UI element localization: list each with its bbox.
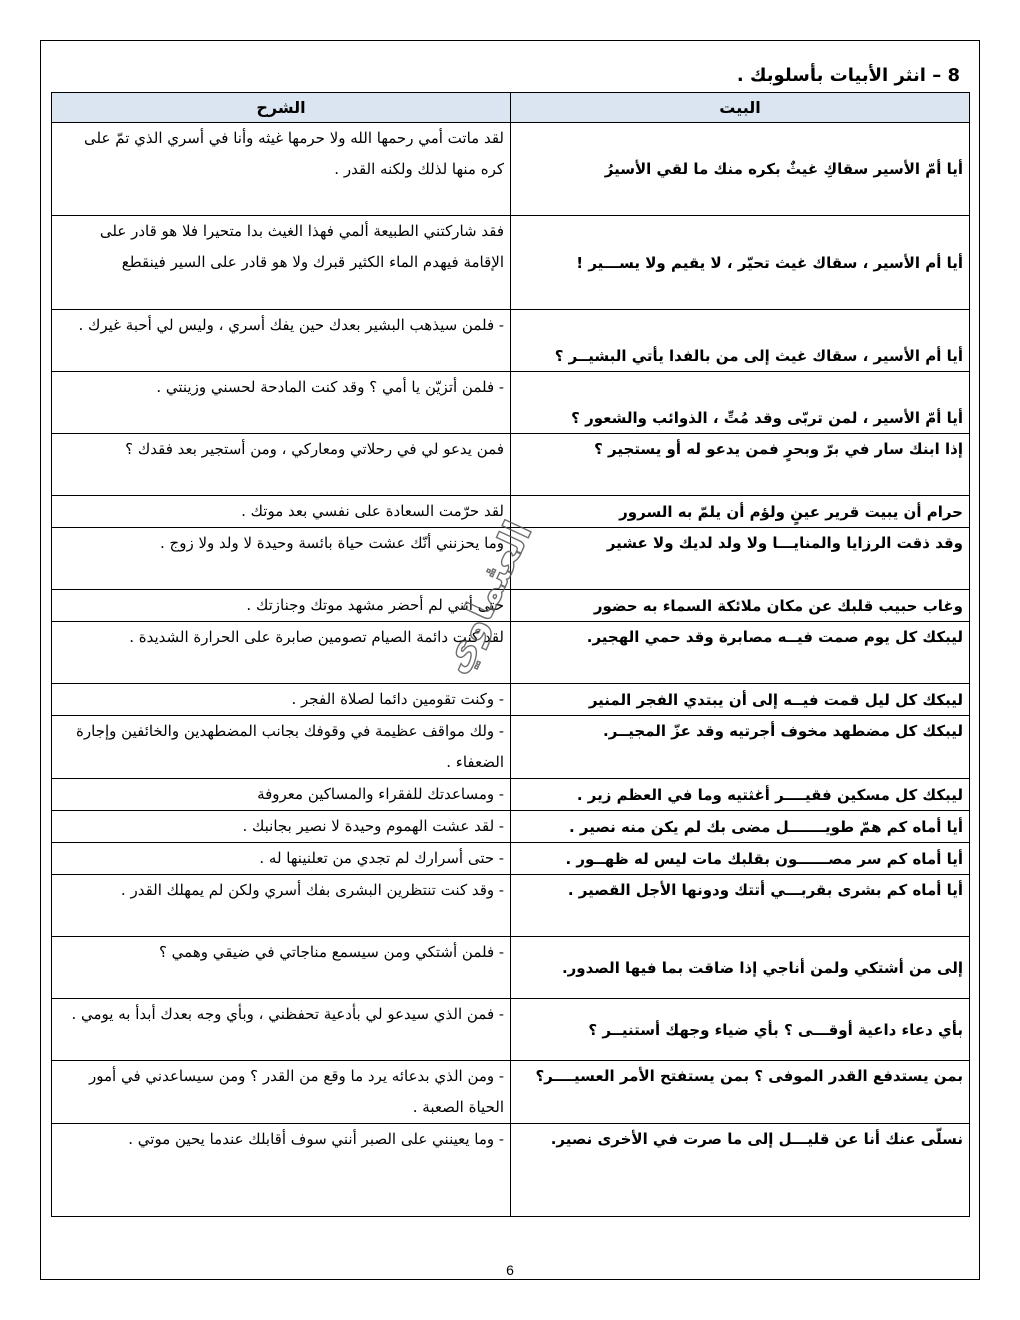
table-row <box>52 999 970 1061</box>
verse-cell: بأي دعاء داعية أوقـــى ؟ بأي ضياء وجهك أستنيــر ؟ <box>511 999 970 1061</box>
table-row <box>52 875 970 937</box>
explanation-cell: لقد ماتت أمي رحمها الله ولا حرمها غيثه وأنا في أسري الذي تمّ على كره منها لذلك ولكنه القدر . <box>52 123 511 216</box>
explanation-cell: - فلمن أشتكي ومن سيسمع مناجاتي في ضيقي وهمي ؟ <box>52 937 511 999</box>
explanation-cell: - فمن الذي سيدعو لي بأدعية تحفظني ، وبأي وجه بعدك أبدأ به يومي . <box>52 999 511 1061</box>
explanation-cell: لقد حرّمت السعادة على نفسي بعد موتك . <box>52 496 511 528</box>
table-row <box>52 622 970 684</box>
poem-table-body <box>52 123 970 1217</box>
table-row <box>52 716 970 779</box>
table-row <box>52 811 970 843</box>
verse-cell: أيا أماه كم سر مصــــــون بقلبك مات ليس له ظهــور . <box>511 843 970 875</box>
verse-column-header: البيت <box>511 93 970 123</box>
page-number: 6 <box>506 1262 514 1278</box>
explanation-cell: - حتى أسرارك لم تجدي من تعلنينها له . <box>52 843 511 875</box>
verse-cell: بمن يستدفع القدر الموفى ؟ بمن يستفتح الأمر العسيــــر؟ <box>511 1061 970 1124</box>
table-header-row <box>52 93 970 123</box>
table-row <box>52 123 970 216</box>
verse-cell: ليبكك كل مضطهد مخوف أجرتيه وقد عزّ المجيــر. <box>511 716 970 779</box>
table-row <box>52 528 970 590</box>
verse-cell: أيا أم الأسير ، سقاك غيث تحيّر ، لا يقيم ولا يســـير ! <box>511 216 970 310</box>
explanation-cell: - فلمن سيذهب البشير بعدك حين يفك أسري ، وليس لي أحبة غيرك . <box>52 310 511 372</box>
explanation-cell: - وكنت تقومين دائما لصلاة الفجر . <box>52 684 511 716</box>
verse-cell: أيا أمّ الأسير ، لمن تربّى وقد مُتِّ ، الذوائب والشعور ؟ <box>511 372 970 434</box>
table-row <box>52 496 970 528</box>
explanation-cell: حتى أنني لم أحضر مشهد موتك وجنازتك . <box>52 590 511 622</box>
table-row <box>52 684 970 716</box>
table-row <box>52 843 970 875</box>
explanation-column-header: الشرح <box>52 93 511 123</box>
verse-cell: ليبكك كل مسكين فقيــــر أغثتيه وما في العظم زير . <box>511 779 970 811</box>
table-row <box>52 1124 970 1217</box>
explanation-cell: وما يحزنني أنّك عشت حياة بائسة وحيدة لا ولد ولا زوج . <box>52 528 511 590</box>
table-row <box>52 434 970 496</box>
explanation-cell: لقد كنت دائمة الصيام تصومين صابرة على الحرارة الشديدة . <box>52 622 511 684</box>
verse-cell: حرام أن يبيت قرير عينٍ ولؤم أن يلمّ به السرور <box>511 496 970 528</box>
explanation-cell: - ولك مواقف عظيمة في وقوفك بجانب المضطهدين والخائفين وإجارة الضعفاء . <box>52 716 511 779</box>
verse-cell: وغاب حبيب قلبك عن مكان ملائكة السماء به حضور <box>511 590 970 622</box>
verse-cell: أيا أماه كم بشرى بقربـــي أتتك ودونها الأجل القصير . <box>511 875 970 937</box>
table-row <box>52 310 970 372</box>
explanation-cell: - وما يعينني على الصبر أنني سوف أقابلك عندما يحين موتي . <box>52 1124 511 1217</box>
verse-cell: أيا أمّ الأسير سقاكِ غيثٌ بكره منك ما لقي الأسيرُ <box>511 123 970 216</box>
table-row <box>52 216 970 310</box>
table-row <box>52 1061 970 1124</box>
explanation-cell: - وقد كنت تنتظرين البشرى بفك أسري ولكن لم يمهلك القدر . <box>52 875 511 937</box>
explanation-cell: - ومساعدتك للفقراء والمساكين معروفة <box>52 779 511 811</box>
verse-cell: ليبكك كل ليل قمت فيــه إلى أن يبتدي الفجر المنير <box>511 684 970 716</box>
explanation-cell: فقد شاركتني الطبيعة ألمي فهذا الغيث بدا متحيرا فلا هو قادر على الإقامة فيهدم الماء الكثير قبرك ولا هو قادر على السير فينقطع <box>52 216 511 310</box>
explanation-cell: - فلمن أتزيّن يا أمي ؟ وقد كنت المادحة لحسني وزينتي . <box>52 372 511 434</box>
verse-cell: ليبكك كل يوم صمت فيــه مصابرة وقد حمي الهجير. <box>511 622 970 684</box>
table-row <box>52 372 970 434</box>
explanation-cell: - لقد عشت الهموم وحيدة لا نصير بجانبك . <box>52 811 511 843</box>
explanation-cell: - ومن الذي بدعائه يرد ما وقع من القدر ؟ ومن سيساعدني في أمور الحياة الصعبة . <box>52 1061 511 1124</box>
table-row <box>52 779 970 811</box>
table-row <box>52 937 970 999</box>
verse-cell: وقد ذقت الرزايا والمنايـــا ولا ولد لديك ولا عشير <box>511 528 970 590</box>
explanation-cell: فمن يدعو لي في رحلاتي ومعاركي ، ومن أستجير بعد فقدك ؟ <box>52 434 511 496</box>
verse-cell: إذا ابنك سار في برّ وبحرٍ فمن يدعو له أو يستجير ؟ <box>511 434 970 496</box>
exercise-heading: 8 – انثر الأبيات بأسلوبك . <box>736 65 960 86</box>
verse-cell: أيا أماه كم همّ طويـــــــل مضى بك لم يكن منه نصير . <box>511 811 970 843</box>
verse-cell: إلى من أشتكي ولمن أناجي إذا ضاقت بما فيها الصدور. <box>511 937 970 999</box>
author-watermark: العثماوي <box>431 514 541 680</box>
verse-cell: نسلّى عنك أنا عن قليـــل إلى ما صرت في الأخرى نصير. <box>511 1124 970 1217</box>
verse-cell: أيا أم الأسير ، سقاك غيث إلى من بالفدا يأتي البشيــر ؟ <box>511 310 970 372</box>
table-row <box>52 590 970 622</box>
poem-table <box>51 92 970 1217</box>
